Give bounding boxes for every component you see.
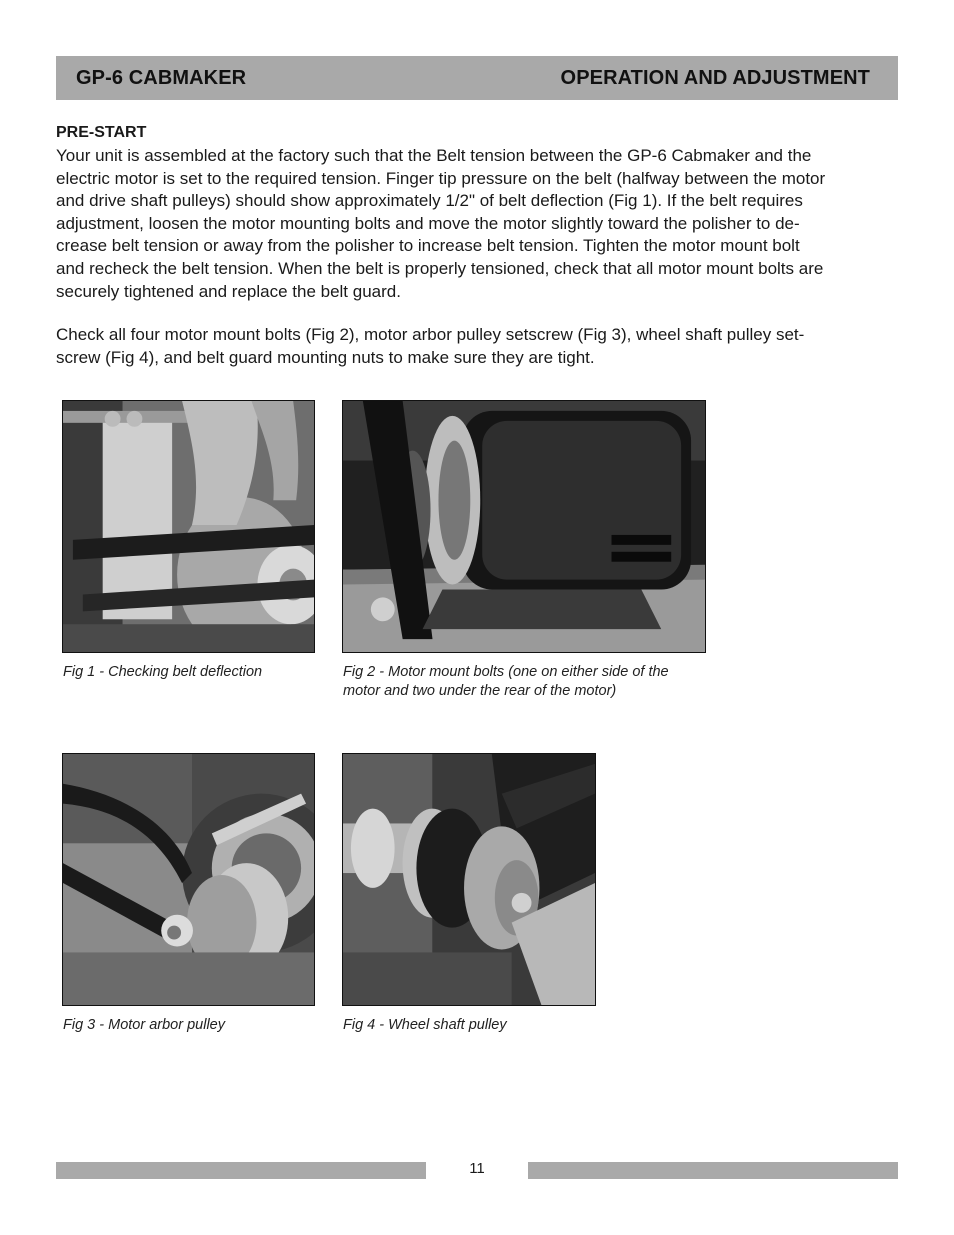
caption-line: motor and two under the rear of the motor) (343, 682, 617, 699)
product-title: GP-6 CABMAKER (76, 66, 247, 89)
text-line: adjustment, loosen the motor mounting bolts and move the motor slightly toward the polisher to de- (56, 213, 800, 233)
fig3-caption (63, 1016, 323, 1035)
fig2-photo (342, 400, 706, 653)
fig1-photo (62, 400, 315, 653)
text-line: Check all four motor mount bolts (Fig 2), motor arbor pulley setscrew (Fig 3), wheel shaft pulley set- (56, 325, 805, 344)
caption-line: Fig 4 - Wheel shaft pulley (343, 1017, 507, 1033)
caption-line: Fig 1 - Checking belt deflection (63, 664, 263, 680)
header-bar (56, 56, 898, 100)
footer-bar-right (528, 1162, 898, 1179)
footer-bar-left (56, 1162, 426, 1179)
pre-start-heading: PRE-START (56, 124, 147, 141)
text-line: electric motor is set to the required tension. Finger tip pressure on the belt (halfway between the motor (56, 168, 826, 188)
section-title: OPERATION AND ADJUSTMENT (560, 66, 870, 89)
fig3-photo (62, 753, 315, 1006)
fig4-caption (343, 1016, 603, 1035)
text-line: crease belt tension or away from the polisher to increase belt tension. Tighten the motor mount bolt (56, 236, 800, 256)
text-line: Your unit is assembled at the factory such that the Belt tension between the GP-6 Cabmaker and the (56, 146, 812, 165)
text-line: and recheck the belt tension. When the belt is properly tensioned, check that all motor mount bolts are (56, 258, 824, 278)
caption-line: Fig 2 - Motor mount bolts (one on either side of the (343, 664, 669, 680)
text-line: and drive shaft pulleys) should show approximately 1/2" of belt deflection (Fig 1). If the belt requires (56, 191, 803, 211)
fig4-photo (342, 753, 596, 1006)
text-line: securely tightened and replace the belt guard. (56, 281, 401, 301)
pre-start-paragraph (56, 145, 901, 303)
caption-line: Fig 3 - Motor arbor pulley (63, 1017, 225, 1033)
page-number: 11 (469, 1160, 485, 1177)
check-bolts-paragraph (56, 324, 901, 369)
fig1-caption (63, 663, 323, 682)
text-line: screw (Fig 4), and belt guard mounting nuts to make sure they are tight. (56, 347, 595, 367)
fig2-caption (343, 663, 723, 700)
